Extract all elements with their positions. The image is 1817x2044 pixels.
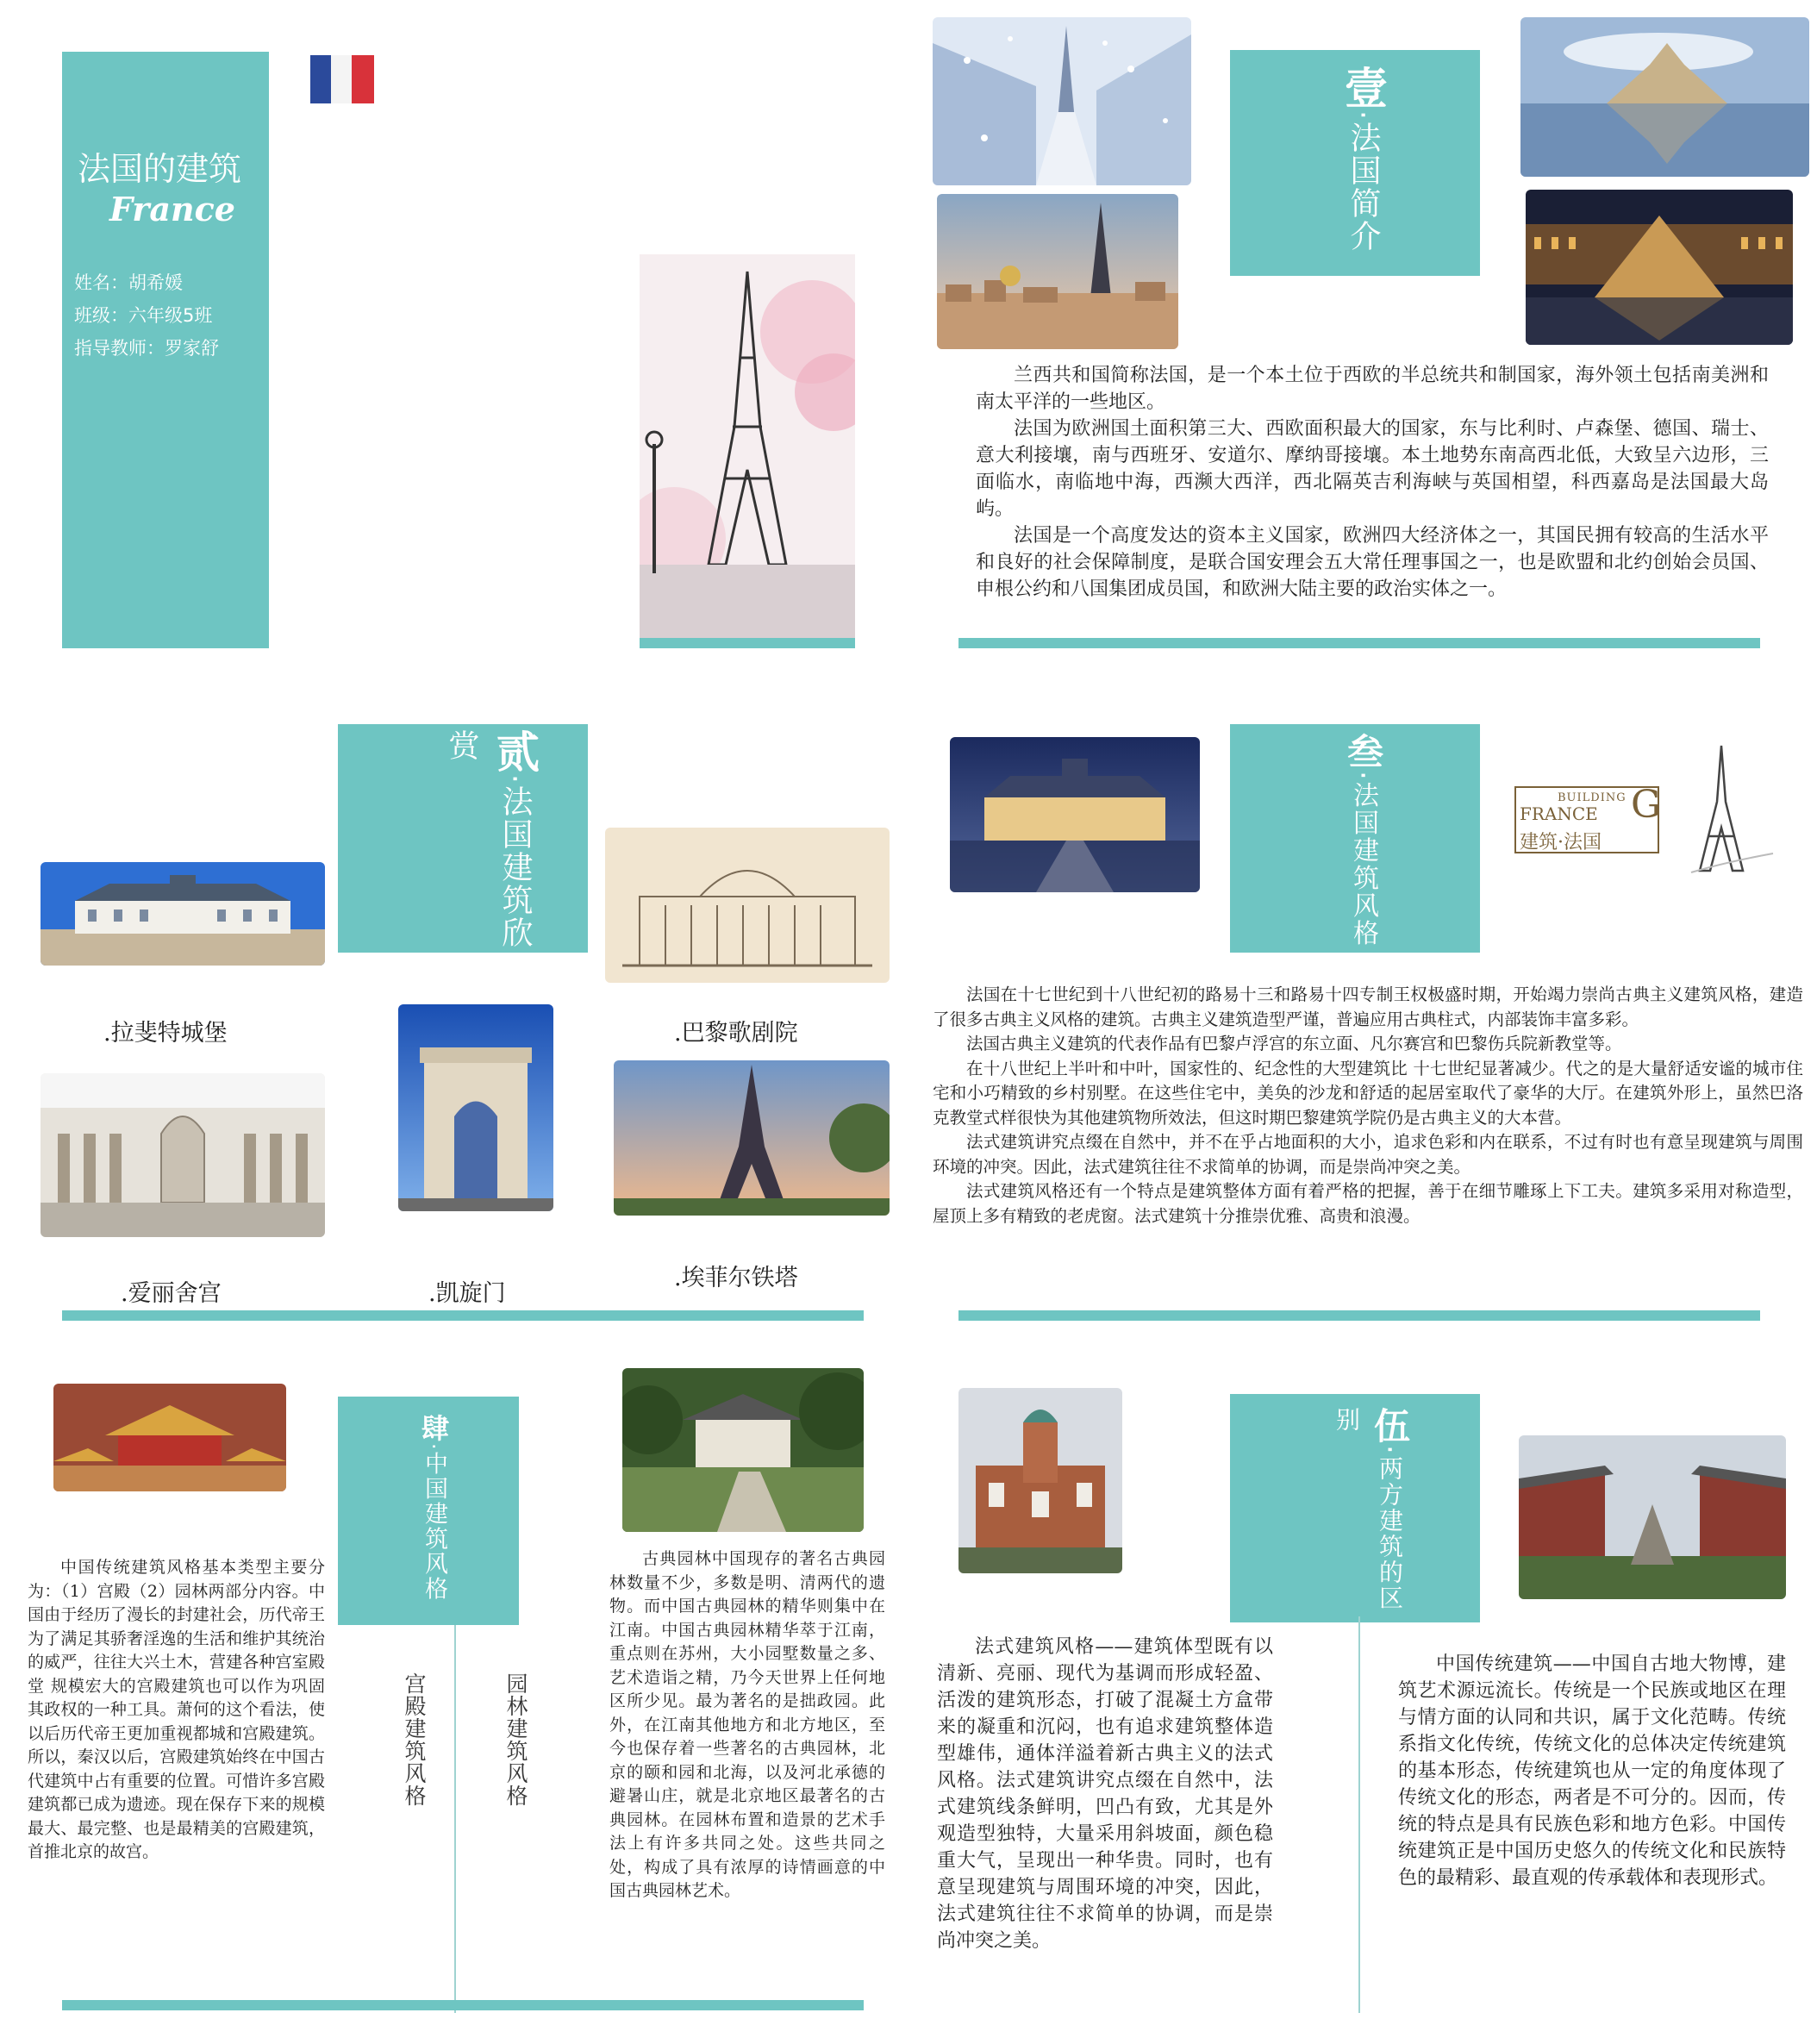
cover-subtitle: France [109,190,235,228]
cover-title-block [62,52,269,638]
section1-slide [924,17,1812,672]
section3-number: 叁 [1342,733,1384,771]
chinese-style-paragraph: 中国传统建筑——中国自古地大物博，建筑艺术源远流长。传统是一个民族或地区在理与情方面的认同和共识，属于文化范畴。传统系指文化传统，传统文化的总体决定传统建筑的基本形态，传统建筑也从一定的角度体现了传统文化的形态，两者是不可分的。因而，传统的特点是具有民族色彩和地方色彩。中国传统建筑正是中国历史悠久的传统文化和民族特色的最精彩、最直观的传承载体和表现形式。 [1398,1653,1786,1889]
label-palace-style: 宫殿建筑风格 [402,1672,427,1807]
arc-de-triomphe-image [398,1004,553,1211]
section3-title: 叁·法国建筑风格 [1342,733,1384,947]
garden-text [609,1547,885,1903]
logo-eiffel-icon [1674,741,1777,888]
french-flag-icon [309,52,376,107]
section5-slide [924,1358,1812,2030]
divider-line-5 [1358,1616,1360,2013]
chinese-courtyard-image [1519,1435,1786,1599]
cover-class: 班级：六年级5班 [74,305,213,326]
paris-snow-street-image [933,17,1191,185]
section3-paragraph-3: 在十八世纪上半叶和中叶，国家性的、纪念性的大型建筑比 十七世纪显著减少。代之的是大量舒适安谧的城市住宅和小巧精致的乡村别墅。在这些住宅中，美奂的沙龙和舒适的起居室取代了豪华的大厅。在建筑外形上，虽然巴洛克教堂式样很快为其他建筑物所效法，但这时期巴黎建筑学院仍是古典主义的大本营。 [933,1058,1803,1128]
french-style-paragraph: 法式建筑风格——建筑体型既有以清新、亮丽、现代为基调而形成轻盈、活泼的建筑形态，打破了混凝土方盒带来的凝重和沉闷，也有追求建筑整体造型雄伟，通体洋溢着新古典主义的法式风格。法式建筑讲究点缀在自然中，法式建筑线条鲜明，凹凸有致，尤其是外观造型独特，大量采用斜坡面，颜色稳重大气，呈现出一种华贵。同时，也有意呈现建筑与周围环境的冲突，因此，法式建筑往往不求简单的协调，而是崇尚冲突之美。 [937,1636,1273,1952]
logo-text-building: BUILDING [1558,791,1627,804]
section1-title-block [1230,50,1480,276]
section1-body [976,362,1769,603]
building-france-logo: BUILDING FRANCE G 建筑·法国 [1514,741,1782,897]
cover-bottom-bar-left [62,638,269,648]
section4-slide [19,1358,907,2030]
label-garden-style: 园林建筑风格 [503,1672,528,1807]
lafitte-castle-image [41,862,325,966]
section4-title-block [338,1397,519,1625]
section2-title-text: 法国建筑欣赏 [444,729,533,949]
opera-house-image [605,828,890,983]
section3-body [933,983,1803,1228]
section1-paragraph-3: 法国是一个高度发达的资本主义国家，欧洲四大经济体之一，其国民拥有较高的生活水平和良好的社会保障制度，是联合国安理会五大常任理事国之一，也是欧盟和北约创始会员国、申根公约和八国集团成员国，和欧洲大陆主要的政治实体之一。 [976,525,1769,600]
caption-opera: .巴黎歌剧院 [674,1020,798,1047]
cover-name: 姓名：胡希媛 [74,272,183,293]
section2-slide [19,698,907,1336]
mont-saint-michel-image [1520,17,1809,177]
section1-paragraph-2: 法国为欧洲国土面积第三大、西欧面积最大的国家，东与比利时、卢森堡、德国、瑞士、意大利接壤，南与西班牙、安道尔、摩纳哥接壤。本土地势东南高西北低，大致呈六边形，三面临水，南临地中海，西濒大西洋，西北隔英吉利海峡与英国相望，科西嘉岛是法国最大岛屿。 [976,418,1769,520]
chinese-garden-image [622,1368,864,1532]
forbidden-city-image [53,1384,286,1491]
caption-eiffel: .埃菲尔铁塔 [674,1265,798,1291]
cover-bottom-bar-right [640,638,855,648]
section4-bottom-bar [62,2000,864,2010]
section5-title-text: 两方建筑的区别 [1333,1407,1404,1611]
section3-paragraph-2: 法国古典主义建筑的代表作品有巴黎卢浮宫的东立面、凡尔赛宫和巴黎伤兵院新教堂等。 [966,1034,1622,1053]
elysee-palace-image [41,1073,325,1237]
section3-title-text: 法国建筑风格 [1348,781,1378,947]
section5-title-block [1230,1394,1480,1622]
section4-number: 肆 [417,1414,450,1443]
cover-teacher: 指导教师：罗家舒 [74,338,219,359]
section2-title-block [338,724,588,953]
chateau-night-image [950,737,1200,892]
section1-paragraph-1: 兰西共和国简称法国，是一个本土位于西欧的半总统共和制国家，海外领土包括南美洲和南太平洋的一些地区。 [976,365,1769,413]
section4-title: 肆·中国建筑风格 [417,1414,450,1602]
palace-paragraph: 中国传统建筑风格基本类型主要分为：（1）宫殿（2）园林两部分内容。中国由于经历了漫长的封建社会，历代帝王为了满足其骄奢淫逸的生活和维护其统治的威严，往往大兴土木，营建各种宫室殿堂 规模宏大的宫殿建筑也可以作为巩固其政权的一种工具。萧何的这个看法，使以后历代帝王更加重视都城和宫殿建筑。所以，秦汉以后，宫殿建筑始终在中国古代建筑中占有重要的位置。可惜许多宫殿建筑都已成为遗迹。现在保存下来的规模最大、最完整、也是最精美的宫殿建筑，首推北京的故宫。 [28,1558,325,1861]
chinese-style-text [1398,1651,1786,1891]
logo-text-france: FRANCE [1520,803,1598,824]
caption-arc: .凯旋门 [428,1280,506,1307]
eiffel-tower-image [614,1060,890,1216]
section1-title: 壹·法国简介 [1338,66,1388,253]
palace-text [28,1556,325,1865]
french-building-image [958,1388,1122,1573]
logo-text-cn: 建筑·法国 [1520,832,1602,853]
cover-slide [19,17,907,672]
section3-title-block [1230,724,1480,953]
paris-eiffel-city-image [937,194,1178,349]
louvre-pyramid-image [1526,190,1793,345]
section4-title-text: 中国建筑风格 [421,1451,447,1602]
eiffel-painting-image [640,254,855,638]
french-style-text [937,1634,1273,1954]
section2-title: 贰·法国建筑欣赏 [444,729,540,949]
section3-slide [924,698,1812,1336]
caption-lafitte: .拉斐特城堡 [103,1020,228,1047]
section3-paragraph-1: 法国在十七世纪到十八世纪初的路易十三和路易十四专制王权极盛时期，开始竭力崇尚古典主义建筑风格，建造了很多古典主义风格的建筑。古典主义建筑造型严谨，普遍应用古典柱式，内部装饰丰富多彩。 [933,984,1803,1029]
divider-line [454,1625,456,2013]
garden-paragraph: 古典园林中国现存的著名古典园林数量不少，多数是明、清两代的遗物。而中国古典园林的精华则集中在江南。中国古典园林精华萃于江南，重点则在苏州，大小园墅数量之多、艺术造诣之精，乃今天世界上任何地区所少见。最为著名的是拙政园。此外，在江南其他地方和北方地区，至今也保存着一些著名的古典园林，北京的颐和园和北海，以及河北承德的避暑山庄，就是北京地区最著名的古典园林。在园林布置和造景的艺术手法上有许多共同之处。这些共同之处，构成了具有浓厚的诗情画意的中国古典园林艺术。 [609,1549,885,1900]
section2-bottom-bar [62,1310,864,1321]
section2-number: 贰 [490,729,540,774]
caption-elysee: .爱丽舍宫 [121,1280,222,1307]
section3-paragraph-5: 法式建筑风格还有一个特点是建筑整体方面有着严格的把握，善于在细节雕琢上下工夫。建筑多采用对称造型，屋顶上多有精致的老虎窗。法式建筑十分推崇优雅、高贵和浪漫。 [933,1181,1803,1226]
cover-title: 法国的建筑 [78,150,242,188]
section1-title-text: 法国简介 [1346,121,1381,253]
section3-paragraph-4: 法式建筑讲究点缀在自然中，并不在乎占地面积的大小，追求色彩和内在联系，不过有时也有意呈现建筑与周围环境的冲突。因此，法式建筑往往不求简单的协调，而是崇尚冲突之美。 [933,1132,1803,1177]
section5-number: 伍 [1369,1407,1411,1445]
section1-number: 壹 [1338,66,1388,110]
section1-bottom-bar [958,638,1760,648]
section5-title: 伍·两方建筑的区别 [1333,1407,1411,1611]
section3-bottom-bar [958,1310,1760,1321]
